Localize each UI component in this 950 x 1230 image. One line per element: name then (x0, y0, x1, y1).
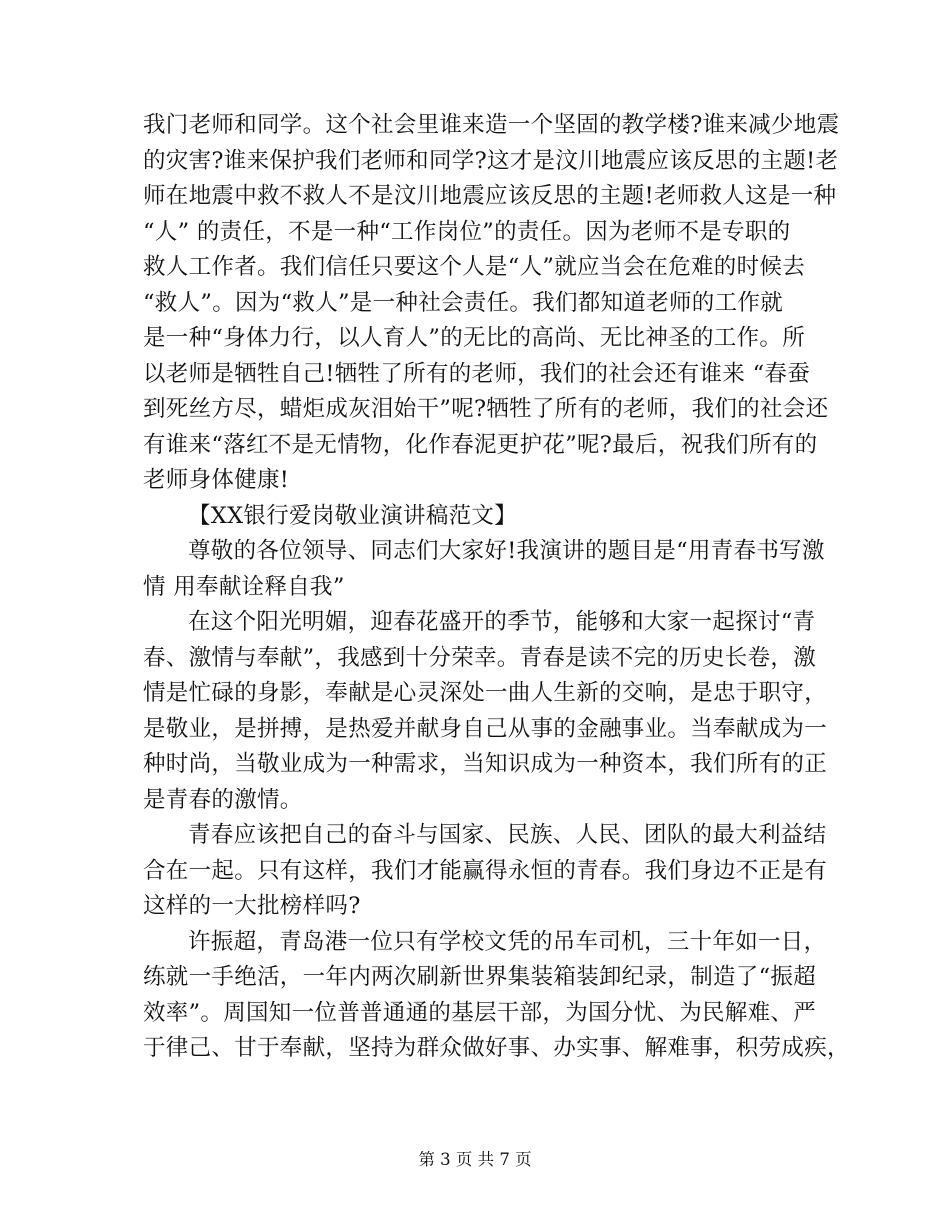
text-line: 是青春的激情。 (143, 786, 303, 813)
text-line: 是敬业，是拼搏，是热爱并献身自己从事的金融事业。当奉献成为一 (143, 715, 828, 742)
text-line: 有谁来“落红不是无情物，化作春泥更护花”呢?最后，祝我们所有的 (143, 431, 818, 458)
text-line: 练就一手绝活，一年内两次刷新世界集装箱装卸纪录，制造了“振超 (143, 964, 817, 990)
text-line: “人” 的责任，不是一种“工作岗位”的责任。因为老师不是专职的 (143, 218, 791, 245)
paragraph-first-line: 青春应该把自己的奋斗与国家、民族、人民、团队的最大利益结 (188, 822, 827, 848)
document-body (143, 108, 850, 1067)
text-line: 春、激情与奉献”，我感到十分荣幸。青春是读不完的历史长卷，激 (143, 644, 817, 671)
text-line: 合在一起。只有这样，我们才能赢得永恒的青春。我们身边不正是有 (143, 857, 828, 884)
text-line: 是一种“身体力行，以人育人”的无比的高尚、无比神圣的工作。所 (143, 325, 806, 351)
text-line: 以老师是牺牲自己!牺牲了所有的老师，我们的社会还有谁来 “春蚕 (143, 360, 810, 387)
text-line: “救人”。因为“救人”是一种社会责任。我们都知道老师的工作就 (143, 289, 784, 316)
paragraph-first-line: 尊敬的各位领导、同志们大家好!我演讲的题目是“用青春书写激 (188, 538, 825, 564)
text-line: 的灾害?谁来保护我们老师和同学?这才是汶川地震应该反思的主题!老 (143, 147, 839, 174)
text-line: 这样的一大批榜样吗? (143, 893, 361, 919)
text-line: 于律己、甘于奉献，坚持为群众做好事、办实事、解难事，积劳成疾， (143, 1035, 850, 1061)
text-line: 到死丝方尽，蜡炬成灰泪始干”呢?牺牲了所有的老师，我们的社会还 (143, 396, 829, 422)
text-line: 师在地震中救不救人不是汶川地震应该反思的主题!老师救人这是一种 (143, 183, 837, 209)
text-line: 情 用奉献诠释自我” (143, 573, 345, 600)
text-line: 情是忙碌的身影，奉献是心灵深处一曲人生新的交响，是忠于职守， (143, 680, 828, 706)
text-line: 效率”。周国知一位普普通通的基层干部，为国分忧、为民解难、严 (143, 999, 817, 1026)
paragraph-first-line: 许振超，青岛港一位只有学校文凭的吊车司机，三十年如一日， (188, 928, 827, 955)
paragraph-first-line: 在这个阳光明媚，迎春花盛开的季节，能够和大家一起探讨“青 (188, 609, 816, 635)
text-line: 救人工作者。我们信任只要这个人是“人”就应当会在危难的时候去 (143, 254, 806, 280)
text-line: 老师身体健康! (143, 467, 290, 493)
paragraph-first-line: 【XX银行爱岗敬业演讲稿范文】 (188, 502, 518, 529)
text-line: 种时尚，当敬业成为一种需求，当知识成为一种资本，我们所有的正 (143, 751, 828, 777)
page-number-footer: 第 3 页 共 7 页 (418, 1150, 532, 1169)
text-line: 我门老师和同学。这个社会里谁来造一个坚固的教学楼?谁来减少地震 (143, 112, 840, 138)
